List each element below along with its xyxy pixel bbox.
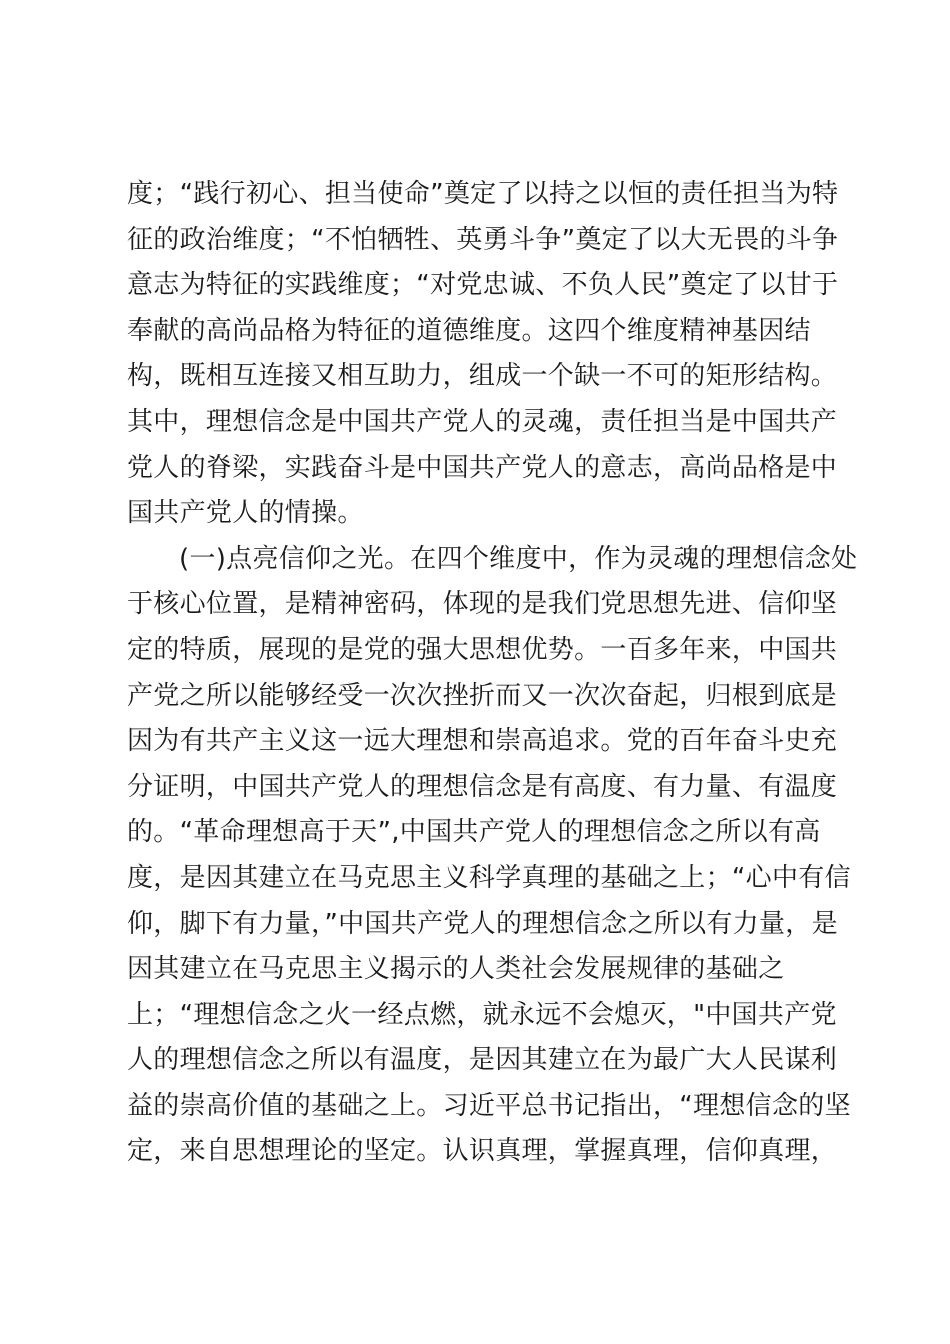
text-line: 因其建立在马克思主义揭示的人类社会发展规律的基础之: [127, 954, 785, 985]
text-line: 分证明，中国共产党人的理想信念是有高度、有力量、有温度: [127, 771, 838, 802]
text-line: 国共产党人的情操。: [127, 498, 364, 529]
text-line: 因为有共产主义这一远大理想和崇高追求。党的百年奋斗史充: [127, 726, 838, 757]
text-line: 度；“践行初心、担当使命”奠定了以持之以恒的责任担当为特: [127, 179, 839, 209]
text-line: 度，是因其建立在马克思主义科学真理的基础之上；“心中有信: [127, 862, 851, 893]
text-line: 于核心位置，是精神密码，体现的是我们党思想先进、信仰坚: [127, 589, 838, 620]
text-line: 益的崇高价值的基础之上。习近平总书记指出，“理想信念的坚: [127, 1090, 851, 1121]
text-line: 党人的脊梁，实践奋斗是中国共产党人的意志，高尚品格是中: [127, 452, 838, 483]
text-line: 人的理想信念之所以有温度，是因其建立在为最广大人民谋利: [127, 1045, 838, 1076]
text-line: 意志为特征的实践维度；“对党忠诚、不负人民”奠定了以甘于: [127, 270, 839, 301]
text-line: 上；“理想信念之火一经点燃，就永远不会熄灭，"中国共产党: [127, 999, 837, 1030]
text-line: 征的政治维度；“不怕牺牲、英勇斗争”奠定了以大无畏的斗争: [127, 224, 839, 255]
text-line: 其中，理想信念是中国共产党人的灵魂，责任担当是中国共产: [127, 406, 838, 437]
text-line: 仰，脚下有力量，”中国共产党人的理想信念之所以有力量，是: [127, 908, 838, 939]
text-line: 构，既相互连接又相互助力，组成一个缺一不可的矩形结构。: [127, 361, 838, 392]
body-text: [127, 172, 858, 1175]
text-line: 的。“革命理想高于天”,中国共产党人的理想信念之所以有高: [127, 817, 821, 848]
section-heading-line: (一)点亮信仰之光。在四个维度中，作为灵魂的理想信念处: [179, 543, 858, 574]
text-line: 定的特质，展现的是党的强大思想优势。一百多年来，中国共: [127, 634, 838, 665]
text-line: 产党之所以能够经受一次次挫折而又一次次奋起，归根到底是: [127, 680, 838, 711]
text-line: 定，来自思想理论的坚定。认识真理，掌握真理，信仰真理，: [127, 1136, 838, 1167]
text-line: 奉献的高尚品格为特征的道德维度。这四个维度精神基因结: [127, 315, 811, 346]
